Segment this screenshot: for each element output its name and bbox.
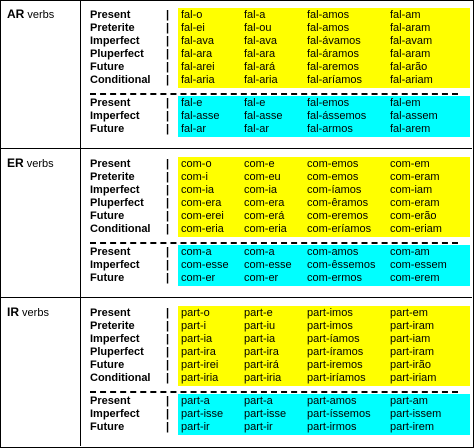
group-title xyxy=(7,7,54,21)
tense-label: Pluperfect xyxy=(90,197,144,209)
verb-form: com-er xyxy=(181,272,216,284)
verb-form: part-irmos xyxy=(307,421,357,433)
verb-form: fal-ariam xyxy=(390,74,433,86)
verb-form: com-erá xyxy=(244,210,285,222)
verb-form: fal-arem xyxy=(390,123,431,135)
verb-form: part-iria xyxy=(181,372,219,384)
verb-form: fal-e xyxy=(244,97,266,109)
verb-form: com-eriam xyxy=(390,223,442,235)
verb-form: fal-ar xyxy=(244,123,270,135)
verb-form: part-íramos xyxy=(307,346,364,358)
verb-form: com-erem xyxy=(390,272,440,284)
tense-label: Future xyxy=(90,210,125,222)
verb-form: part-amos xyxy=(307,395,357,407)
verb-form: part-íamos xyxy=(307,333,360,345)
verb-form: fal-ara xyxy=(244,48,276,60)
verb-form: com-iam xyxy=(390,184,433,196)
tense-label: Imperfect xyxy=(90,35,140,47)
separator-bar: | xyxy=(166,35,170,47)
separator-bar: | xyxy=(166,333,170,345)
verb-form: com-eria xyxy=(181,223,224,235)
verb-form: part-ia xyxy=(181,333,213,345)
verb-form: part-am xyxy=(390,395,428,407)
separator-bar: | xyxy=(166,395,170,407)
tense-label: Imperfect xyxy=(90,184,140,196)
verb-form: part-irá xyxy=(244,359,279,371)
separator-bar: | xyxy=(166,210,170,222)
tense-label: Present xyxy=(90,9,131,21)
verb-group-ir xyxy=(0,298,474,447)
tense-label: Future xyxy=(90,359,125,371)
verb-form: part-i xyxy=(181,320,207,332)
verb-form: com-emos xyxy=(307,171,359,183)
verb-form: com-erão xyxy=(390,210,437,222)
separator-bar: | xyxy=(166,307,170,319)
group-title xyxy=(7,305,49,319)
separator-bar: | xyxy=(166,259,170,271)
verb-form: fal-ara xyxy=(181,48,213,60)
verb-form: com-esse xyxy=(244,259,292,271)
verb-form: com-eríamos xyxy=(307,223,372,235)
verb-form: fal-emos xyxy=(307,97,350,109)
separator-bar: | xyxy=(166,372,170,384)
verb-form: part-issem xyxy=(390,408,442,420)
tense-label: Present xyxy=(90,395,131,407)
verb-form: com-amos xyxy=(307,246,359,258)
verb-form: com-am xyxy=(390,246,430,258)
separator-bar: | xyxy=(166,359,170,371)
separator-bar: | xyxy=(166,246,170,258)
verb-form: part-ia xyxy=(244,333,276,345)
tense-label: Future xyxy=(90,61,125,73)
verb-form: part-iria xyxy=(244,372,282,384)
verb-form: part-iremos xyxy=(307,359,363,371)
tense-label: Present xyxy=(90,307,131,319)
verb-form: part-isse xyxy=(244,408,287,420)
tense-label: Future xyxy=(90,421,125,433)
tense-label: Pluperfect xyxy=(90,346,144,358)
verb-form: com-eria xyxy=(244,223,287,235)
separator-bar: | xyxy=(166,272,170,284)
verb-form: part-ira xyxy=(181,346,216,358)
verb-form: com-ermos xyxy=(307,272,363,284)
tense-label: Imperfect xyxy=(90,259,140,271)
verb-form: fal-avam xyxy=(390,35,433,47)
tense-label: Future xyxy=(90,272,125,284)
group-title-suffix: verbs xyxy=(23,158,54,170)
verb-form: com-êramos xyxy=(307,197,369,209)
verb-form: part-o xyxy=(181,307,210,319)
tense-label: Pluperfect xyxy=(90,48,144,60)
verb-form: com-esse xyxy=(181,259,229,271)
verb-form: fal-ará xyxy=(244,61,276,73)
verb-form: com-essem xyxy=(390,259,447,271)
separator-bar: | xyxy=(166,9,170,21)
verb-form: com-emos xyxy=(307,158,359,170)
separator-bar: | xyxy=(166,22,170,34)
verb-form: part-iam xyxy=(390,333,431,345)
verb-form: part-iu xyxy=(244,320,276,332)
verb-form: com-a xyxy=(244,246,275,258)
verb-form: com-er xyxy=(244,272,279,284)
verb-form: fal-arei xyxy=(181,61,215,73)
verb-form: fal-assem xyxy=(390,110,438,122)
verb-form: part-e xyxy=(244,307,273,319)
tense-label: Future xyxy=(90,123,125,135)
verb-form: fal-armos xyxy=(307,123,353,135)
verb-form: com-êssemos xyxy=(307,259,376,271)
verb-form: fal-ávamos xyxy=(307,35,361,47)
dashed-divider xyxy=(90,391,458,393)
separator-bar: | xyxy=(166,74,170,86)
verb-form: fal-asse xyxy=(244,110,283,122)
verb-form: part-a xyxy=(181,395,210,407)
verb-group-ar xyxy=(0,0,474,149)
tense-label: Preterite xyxy=(90,22,135,34)
separator-bar: | xyxy=(166,110,170,122)
verb-form: com-em xyxy=(390,158,430,170)
group-title-suffix: verbs xyxy=(19,307,49,319)
tense-label: Conditional xyxy=(90,74,151,86)
verb-form: part-irei xyxy=(181,359,219,371)
tense-label: Conditional xyxy=(90,223,151,235)
tense-label: Preterite xyxy=(90,320,135,332)
verb-form: fal-áramos xyxy=(307,48,359,60)
verb-form: fal-a xyxy=(244,9,266,21)
verb-form: com-e xyxy=(244,158,275,170)
verb-form: fal-aram xyxy=(390,22,431,34)
verb-form: fal-amos xyxy=(307,22,350,34)
verb-form: fal-em xyxy=(390,97,421,109)
verb-form: part-isse xyxy=(181,408,224,420)
dashed-divider xyxy=(90,93,458,95)
verb-form: part-irem xyxy=(390,421,435,433)
verb-form: com-ia xyxy=(181,184,215,196)
tense-label: Present xyxy=(90,97,131,109)
verb-form: part-iram xyxy=(390,346,435,358)
verb-form: fal-ava xyxy=(244,35,278,47)
separator-bar: | xyxy=(166,158,170,170)
tense-label: Imperfect xyxy=(90,333,140,345)
verb-form: part-iriam xyxy=(390,372,437,384)
verb-form: fal-amos xyxy=(307,9,350,21)
verb-form: fal-am xyxy=(390,9,421,21)
verb-group-er xyxy=(0,149,474,298)
separator-bar: | xyxy=(166,48,170,60)
group-title xyxy=(7,156,54,170)
verb-form: part-íssemos xyxy=(307,408,371,420)
verb-form: com-o xyxy=(181,158,212,170)
verb-form: fal-aram xyxy=(390,48,431,60)
verb-form: fal-ava xyxy=(181,35,215,47)
separator-bar: | xyxy=(166,320,170,332)
verb-form: com-i xyxy=(181,171,208,183)
group-title-ending: IR xyxy=(7,305,19,319)
separator-bar: | xyxy=(166,97,170,109)
tense-label: Present xyxy=(90,158,131,170)
separator-bar: | xyxy=(166,123,170,135)
verb-form: fal-asse xyxy=(181,110,220,122)
verb-form: com-erei xyxy=(181,210,224,222)
verb-form: fal-ássemos xyxy=(307,110,367,122)
verb-form: part-a xyxy=(244,395,273,407)
verb-form: part-ir xyxy=(244,421,273,433)
verb-form: fal-aríamos xyxy=(307,74,363,86)
verb-form: fal-arão xyxy=(390,61,428,73)
verb-form: com-eram xyxy=(390,171,440,183)
verb-form: fal-ar xyxy=(181,123,207,135)
verb-form: part-ir xyxy=(181,421,210,433)
verb-form: fal-aremos xyxy=(307,61,359,73)
tense-label: Present xyxy=(90,246,131,258)
separator-bar: | xyxy=(166,408,170,420)
separator-bar: | xyxy=(166,346,170,358)
verb-form: com-ia xyxy=(244,184,278,196)
separator-bar: | xyxy=(166,61,170,73)
verb-form: part-iríamos xyxy=(307,372,366,384)
verb-form: fal-ou xyxy=(244,22,272,34)
separator-bar: | xyxy=(166,223,170,235)
dashed-divider xyxy=(90,242,458,244)
group-title-suffix: verbs xyxy=(24,9,55,21)
verb-form: com-era xyxy=(181,197,222,209)
verb-form: com-eram xyxy=(390,197,440,209)
separator-bar: | xyxy=(166,421,170,433)
verb-form: fal-aria xyxy=(181,74,215,86)
verb-form: com-eu xyxy=(244,171,281,183)
verb-form: com-a xyxy=(181,246,212,258)
verb-form: part-imos xyxy=(307,320,353,332)
verb-form: fal-o xyxy=(181,9,203,21)
tense-label: Conditional xyxy=(90,372,151,384)
separator-bar: | xyxy=(166,171,170,183)
group-title-ending: ER xyxy=(7,156,24,170)
tense-label: Imperfect xyxy=(90,408,140,420)
verb-form: fal-ei xyxy=(181,22,205,34)
verb-form: com-era xyxy=(244,197,285,209)
verb-form: com-eremos xyxy=(307,210,369,222)
separator-bar: | xyxy=(166,197,170,209)
separator-bar: | xyxy=(166,184,170,196)
tense-label: Preterite xyxy=(90,171,135,183)
verb-form: part-imos xyxy=(307,307,353,319)
verb-form: fal-e xyxy=(181,97,203,109)
verb-form: part-iram xyxy=(390,320,435,332)
verb-form: part-ira xyxy=(244,346,279,358)
group-title-ending: AR xyxy=(7,7,25,21)
verb-form: fal-aria xyxy=(244,74,278,86)
verb-form: part-irão xyxy=(390,359,431,371)
verb-form: com-íamos xyxy=(307,184,362,196)
tense-label: Imperfect xyxy=(90,110,140,122)
verb-form: part-em xyxy=(390,307,428,319)
